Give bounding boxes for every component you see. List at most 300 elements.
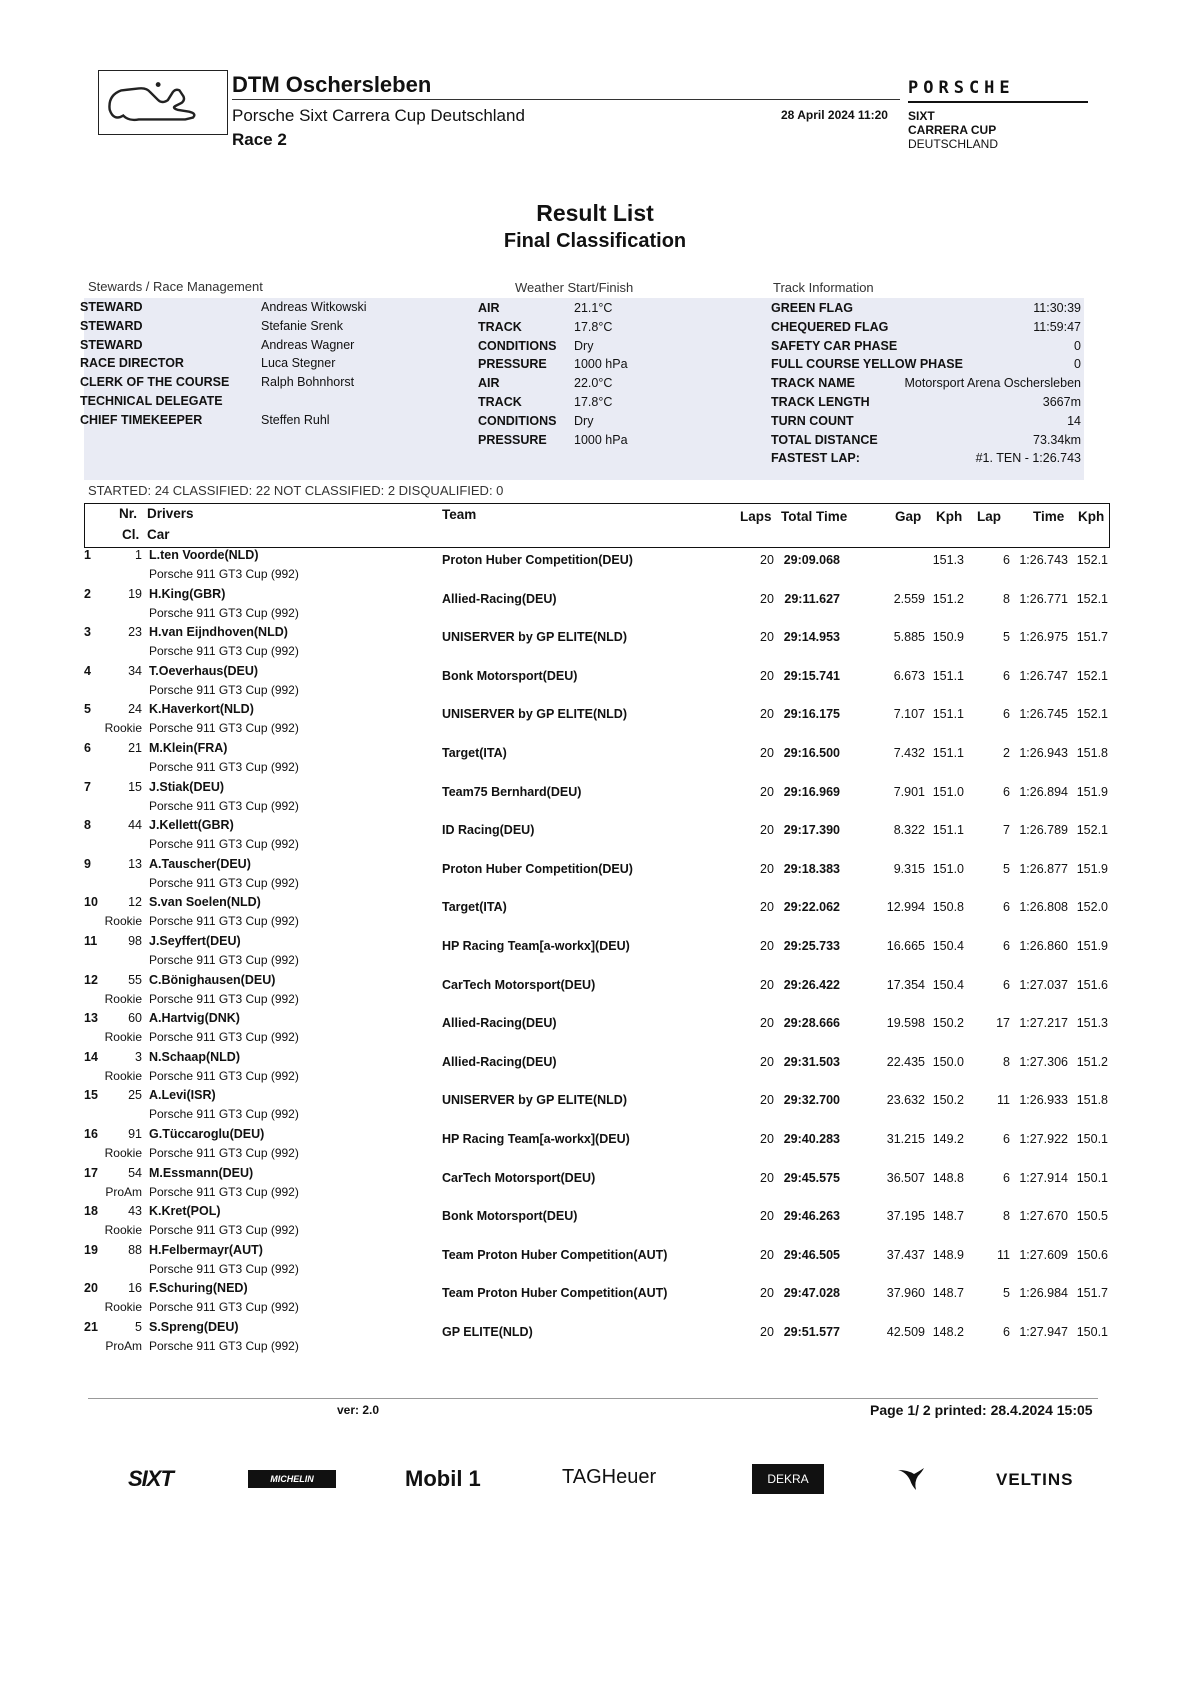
result-team: Team75 Bernhard(DEU) bbox=[442, 784, 582, 799]
steward-name: Andreas Witkowski bbox=[261, 300, 367, 314]
weather-value: 22.0°C bbox=[574, 376, 613, 391]
weather-value: Dry bbox=[574, 338, 594, 353]
result-best-time: 1:26.933 bbox=[1019, 1093, 1068, 1108]
result-car: Porsche 911 GT3 Cup (992) bbox=[149, 1261, 299, 1276]
stewards-heading: Stewards / Race Management bbox=[88, 279, 263, 294]
steward-row bbox=[80, 316, 484, 336]
weather-key: PRESSURE bbox=[478, 357, 547, 372]
header-divider bbox=[232, 99, 900, 100]
result-kph: 151.3 bbox=[932, 553, 964, 567]
result-laps: 20 bbox=[760, 746, 774, 760]
result-driver: M.Essmann(DEU) bbox=[149, 1165, 254, 1180]
result-best-lap: 6 bbox=[1003, 939, 1010, 953]
result-laps: 20 bbox=[760, 784, 774, 799]
result-gap: 37.437 bbox=[886, 1247, 925, 1262]
result-kph: 151.2 bbox=[932, 591, 964, 606]
result-position: 12 bbox=[84, 972, 98, 987]
track-key: CHEQUERED FLAG bbox=[771, 319, 889, 334]
result-class: Rookie bbox=[104, 1068, 142, 1083]
result-laps: 20 bbox=[760, 1247, 774, 1262]
result-car-number: 25 bbox=[128, 1088, 142, 1103]
table-row bbox=[84, 1320, 1110, 1359]
result-best-time: 1:26.789 bbox=[1019, 823, 1068, 838]
result-kph: 150.2 bbox=[932, 1093, 964, 1108]
event-info bbox=[232, 72, 842, 150]
result-best-time: 1:26.984 bbox=[1019, 1286, 1068, 1301]
steward-row bbox=[80, 335, 484, 355]
result-driver: L.ten Voorde(NLD) bbox=[149, 548, 259, 562]
result-kph: 149.2 bbox=[932, 1132, 964, 1146]
result-best-time: 1:27.922 bbox=[1019, 1132, 1068, 1146]
result-kph: 151.1 bbox=[932, 707, 964, 722]
result-best-lap: 17 bbox=[996, 1016, 1010, 1031]
result-car-number: 91 bbox=[128, 1127, 142, 1141]
dekra-logo: DEKRA bbox=[752, 1464, 824, 1494]
result-position: 2 bbox=[84, 586, 91, 601]
result-total-time: 29:28.666 bbox=[783, 1016, 840, 1031]
result-kph: 150.4 bbox=[932, 977, 964, 992]
result-car: Porsche 911 GT3 Cup (992) bbox=[149, 1030, 299, 1045]
result-driver: M.Klein(FRA) bbox=[149, 741, 228, 755]
steward-name: Ralph Bohnhorst bbox=[261, 375, 355, 390]
weather-row bbox=[478, 336, 698, 356]
result-car: Porsche 911 GT3 Cup (992) bbox=[149, 1184, 299, 1199]
result-class: ProAm bbox=[105, 1184, 142, 1199]
result-gap: 7.901 bbox=[893, 784, 925, 799]
weather-row bbox=[478, 317, 698, 337]
result-total-time: 29:14.953 bbox=[783, 630, 840, 645]
track-value: 0 bbox=[1074, 357, 1081, 372]
result-team: CarTech Motorsport(DEU) bbox=[442, 977, 596, 992]
result-kph: 150.8 bbox=[932, 900, 964, 915]
table-row bbox=[84, 1281, 1110, 1320]
header-laps: Laps bbox=[740, 509, 772, 524]
result-total-time: 29:26.422 bbox=[783, 977, 840, 992]
table-row bbox=[84, 895, 1110, 934]
steward-name: Andreas Wagner bbox=[261, 337, 355, 352]
michelin-logo: MICHELIN bbox=[248, 1470, 336, 1488]
header-drivers: Drivers bbox=[147, 506, 194, 521]
table-row bbox=[84, 780, 1110, 819]
sponsor-bar bbox=[0, 1460, 1190, 1500]
result-car: Porsche 911 GT3 Cup (992) bbox=[149, 953, 299, 967]
result-laps: 20 bbox=[760, 1209, 774, 1224]
result-car-number: 13 bbox=[128, 856, 142, 871]
steward-row bbox=[80, 391, 484, 411]
table-row bbox=[84, 973, 1110, 1012]
header-nr: Nr. bbox=[119, 506, 138, 521]
steward-row bbox=[80, 410, 484, 430]
result-position: 1 bbox=[84, 548, 91, 562]
result-team: Target(ITA) bbox=[442, 900, 507, 915]
result-best-time: 1:26.771 bbox=[1019, 591, 1068, 606]
result-car-number: 54 bbox=[128, 1165, 142, 1180]
result-gap: 23.632 bbox=[886, 1093, 925, 1108]
result-car-number: 1 bbox=[135, 548, 142, 562]
header-gap: Gap bbox=[895, 509, 922, 524]
result-gap: 37.195 bbox=[886, 1209, 925, 1224]
table-row bbox=[84, 1050, 1110, 1089]
result-team: Proton Huber Competition(DEU) bbox=[442, 553, 633, 567]
event-title: DTM Oschersleben bbox=[232, 72, 432, 97]
classification-counts: STARTED: 24 CLASSIFIED: 22 NOT CLASSIFIED: 2 DISQUALIFIED: 0 bbox=[88, 483, 504, 498]
header-team: Team bbox=[442, 507, 477, 522]
track-layout-logo bbox=[98, 70, 228, 135]
weather-row bbox=[478, 354, 698, 374]
brand-logo bbox=[908, 78, 1088, 151]
result-best-kph: 152.1 bbox=[1076, 823, 1108, 838]
result-best-lap: 6 bbox=[1003, 900, 1010, 915]
result-team: Allied-Racing(DEU) bbox=[442, 1054, 557, 1069]
result-total-time: 29:22.062 bbox=[783, 900, 840, 915]
result-position: 16 bbox=[84, 1127, 98, 1141]
result-driver: A.Tauscher(DEU) bbox=[149, 856, 251, 871]
result-best-time: 1:26.745 bbox=[1019, 707, 1068, 722]
result-best-kph: 150.5 bbox=[1076, 1209, 1108, 1224]
result-class: Rookie bbox=[104, 1300, 142, 1315]
weather-row bbox=[478, 392, 698, 412]
result-gap: 7.107 bbox=[893, 707, 925, 722]
result-total-time: 29:09.068 bbox=[783, 553, 840, 567]
result-gap: 16.665 bbox=[886, 939, 925, 953]
result-car: Porsche 911 GT3 Cup (992) bbox=[149, 1068, 299, 1083]
result-driver: T.Oeverhaus(DEU) bbox=[149, 663, 259, 678]
result-driver: G.Tüccaroglu(DEU) bbox=[149, 1127, 265, 1141]
result-car-number: 34 bbox=[128, 663, 142, 678]
result-total-time: 29:45.575 bbox=[783, 1170, 840, 1185]
result-best-lap: 8 bbox=[1003, 1054, 1010, 1069]
result-gap: 8.322 bbox=[893, 823, 925, 838]
result-car: Porsche 911 GT3 Cup (992) bbox=[149, 1300, 299, 1315]
porsche-wordmark: PORSCHE bbox=[908, 78, 1015, 98]
table-row bbox=[84, 548, 1110, 587]
result-total-time: 29:17.390 bbox=[783, 823, 840, 838]
table-row bbox=[84, 1088, 1110, 1127]
header-lap: Lap bbox=[977, 509, 1002, 524]
brand-lines bbox=[908, 109, 1088, 151]
result-driver: K.Haverkort(NLD) bbox=[149, 702, 254, 717]
track-value: 0 bbox=[1074, 338, 1081, 353]
result-position: 19 bbox=[84, 1242, 98, 1257]
result-laps: 20 bbox=[760, 900, 774, 915]
track-key: TRACK NAME bbox=[771, 376, 856, 391]
result-best-kph: 152.1 bbox=[1076, 591, 1108, 606]
result-position: 5 bbox=[84, 702, 91, 717]
result-car-number: 88 bbox=[128, 1242, 142, 1257]
result-total-time: 29:32.700 bbox=[783, 1093, 840, 1108]
steward-role: TECHNICAL DELEGATE bbox=[80, 394, 223, 408]
result-team: UNISERVER by GP ELITE(NLD) bbox=[442, 1093, 627, 1108]
result-team: UNISERVER by GP ELITE(NLD) bbox=[442, 707, 627, 722]
result-best-lap: 6 bbox=[1003, 1170, 1010, 1185]
result-driver: C.Bönighausen(DEU) bbox=[149, 972, 276, 987]
result-car-number: 12 bbox=[128, 895, 142, 910]
result-best-kph: 151.9 bbox=[1076, 784, 1108, 799]
brand-divider bbox=[908, 101, 1088, 103]
table-row bbox=[84, 702, 1110, 741]
result-position: 15 bbox=[84, 1088, 98, 1103]
result-car: Porsche 911 GT3 Cup (992) bbox=[149, 1107, 299, 1122]
result-laps: 20 bbox=[760, 939, 774, 953]
result-best-time: 1:27.037 bbox=[1019, 977, 1068, 992]
result-team: Allied-Racing(DEU) bbox=[442, 591, 557, 606]
weather-key: AIR bbox=[478, 376, 500, 391]
result-driver: H.Felbermayr(AUT) bbox=[149, 1242, 263, 1257]
result-laps: 20 bbox=[760, 977, 774, 992]
result-total-time: 29:16.500 bbox=[783, 746, 840, 760]
track-row bbox=[771, 336, 1081, 356]
result-laps: 20 bbox=[760, 591, 774, 606]
track-value: 11:59:47 bbox=[1033, 319, 1081, 334]
steward-row bbox=[80, 353, 484, 373]
result-car-number: 16 bbox=[128, 1281, 142, 1296]
result-laps: 20 bbox=[760, 823, 774, 838]
event-date: 28 April 2024 11:20 bbox=[781, 108, 888, 122]
result-team: CarTech Motorsport(DEU) bbox=[442, 1170, 596, 1185]
brand-line-3: DEUTSCHLAND bbox=[908, 137, 999, 151]
result-gap: 5.885 bbox=[893, 630, 925, 645]
steward-role: STEWARD bbox=[80, 337, 143, 352]
result-driver: J.Kellett(GBR) bbox=[149, 818, 234, 833]
track-key: SAFETY CAR PHASE bbox=[771, 338, 898, 353]
result-position: 14 bbox=[84, 1049, 98, 1064]
track-key: TURN COUNT bbox=[771, 413, 854, 428]
event-series: Porsche Sixt Carrera Cup Deutschland bbox=[232, 106, 525, 125]
header-car: Car bbox=[147, 527, 170, 542]
result-class: ProAm bbox=[105, 1339, 142, 1353]
brand-line-1: SIXT bbox=[908, 109, 935, 123]
result-total-time: 29:25.733 bbox=[783, 939, 840, 953]
track-value: #1. TEN - 1:26.743 bbox=[975, 451, 1081, 466]
result-class: Rookie bbox=[104, 1223, 142, 1238]
result-best-time: 1:26.743 bbox=[1019, 553, 1068, 567]
puma-logo bbox=[896, 1466, 926, 1499]
result-position: 3 bbox=[84, 625, 91, 640]
result-car: Porsche 911 GT3 Cup (992) bbox=[149, 682, 299, 697]
track-value: 3667m bbox=[1042, 395, 1081, 409]
result-best-lap: 6 bbox=[1003, 707, 1010, 722]
result-total-time: 29:51.577 bbox=[783, 1325, 840, 1339]
result-car: Porsche 911 GT3 Cup (992) bbox=[149, 1146, 299, 1160]
result-total-time: 29:47.028 bbox=[783, 1286, 840, 1301]
header-cl: Cl. bbox=[122, 527, 140, 542]
result-best-kph: 152.1 bbox=[1076, 668, 1108, 683]
result-total-time: 29:46.263 bbox=[783, 1209, 840, 1224]
result-laps: 20 bbox=[760, 1093, 774, 1108]
info-panel bbox=[80, 298, 1084, 480]
result-car: Porsche 911 GT3 Cup (992) bbox=[149, 1223, 299, 1238]
result-kph: 151.1 bbox=[932, 746, 964, 760]
result-total-time: 29:16.175 bbox=[783, 707, 840, 722]
result-car-number: 23 bbox=[128, 625, 142, 640]
result-class: Rookie bbox=[104, 1146, 142, 1160]
footer-divider bbox=[88, 1398, 1098, 1399]
result-total-time: 29:15.741 bbox=[783, 668, 840, 683]
result-best-kph: 150.6 bbox=[1076, 1247, 1108, 1262]
result-driver: A.Hartvig(DNK) bbox=[149, 1011, 240, 1026]
table-row bbox=[84, 1011, 1110, 1050]
weather-value: 17.8°C bbox=[574, 319, 613, 334]
sixt-logo: SIXT bbox=[128, 1466, 173, 1491]
result-kph: 150.4 bbox=[932, 939, 964, 953]
result-best-lap: 6 bbox=[1003, 668, 1010, 683]
result-best-lap: 8 bbox=[1003, 591, 1010, 606]
result-laps: 20 bbox=[760, 1132, 774, 1146]
result-laps: 20 bbox=[760, 1016, 774, 1031]
result-position: 7 bbox=[84, 779, 91, 794]
result-best-lap: 6 bbox=[1003, 1132, 1010, 1146]
result-team: Team Proton Huber Competition(AUT) bbox=[442, 1286, 668, 1301]
result-driver: H.van Eijndhoven(NLD) bbox=[149, 625, 288, 640]
weather-row bbox=[478, 411, 698, 431]
weather-row bbox=[478, 430, 698, 450]
weather-key: TRACK bbox=[478, 395, 522, 409]
result-team: HP Racing Team[a-workx](DEU) bbox=[442, 939, 630, 953]
table-row bbox=[84, 625, 1110, 664]
steward-role: CLERK OF THE COURSE bbox=[80, 375, 230, 390]
result-best-kph: 150.1 bbox=[1076, 1170, 1108, 1185]
result-total-time: 29:18.383 bbox=[783, 861, 840, 876]
result-team: Allied-Racing(DEU) bbox=[442, 1016, 557, 1031]
result-car-number: 3 bbox=[135, 1049, 142, 1064]
result-position: 9 bbox=[84, 856, 91, 871]
result-laps: 20 bbox=[760, 553, 774, 567]
result-best-time: 1:27.914 bbox=[1019, 1170, 1068, 1185]
result-gap: 22.435 bbox=[886, 1054, 925, 1069]
result-laps: 20 bbox=[760, 1325, 774, 1339]
result-car-number: 15 bbox=[128, 779, 142, 794]
result-car: Porsche 911 GT3 Cup (992) bbox=[149, 760, 299, 774]
result-car: Porsche 911 GT3 Cup (992) bbox=[149, 837, 299, 852]
result-best-time: 1:26.808 bbox=[1019, 900, 1068, 915]
table-row bbox=[84, 1243, 1110, 1282]
weather-key: PRESSURE bbox=[478, 432, 547, 447]
result-best-lap: 5 bbox=[1003, 1286, 1010, 1301]
result-best-time: 1:26.747 bbox=[1019, 668, 1068, 683]
result-laps: 20 bbox=[760, 630, 774, 645]
result-gap: 36.507 bbox=[886, 1170, 925, 1185]
result-team: Target(ITA) bbox=[442, 746, 507, 760]
result-car: Porsche 911 GT3 Cup (992) bbox=[149, 1339, 299, 1353]
result-driver: N.Schaap(NLD) bbox=[149, 1049, 240, 1064]
result-best-lap: 5 bbox=[1003, 861, 1010, 876]
result-kph: 150.9 bbox=[932, 630, 964, 645]
result-best-time: 1:26.860 bbox=[1019, 939, 1068, 953]
track-key: FASTEST LAP: bbox=[771, 451, 860, 466]
result-car: Porsche 911 GT3 Cup (992) bbox=[149, 567, 299, 581]
result-best-kph: 150.1 bbox=[1076, 1132, 1108, 1146]
result-gap: 37.960 bbox=[886, 1286, 925, 1301]
result-car-number: 43 bbox=[128, 1204, 142, 1219]
result-total-time: 29:11.627 bbox=[784, 591, 840, 606]
table-row bbox=[84, 587, 1110, 626]
header-kph: Kph bbox=[936, 509, 963, 524]
result-driver: A.Levi(ISR) bbox=[149, 1088, 216, 1103]
track-row bbox=[771, 298, 1081, 318]
result-gap: 17.354 bbox=[886, 977, 925, 992]
event-race: Race 2 bbox=[232, 130, 287, 149]
track-map-icon bbox=[99, 71, 227, 134]
steward-role: CHIEF TIMEKEEPER bbox=[80, 412, 203, 427]
result-class: Rookie bbox=[104, 914, 142, 929]
track-value: 14 bbox=[1067, 413, 1081, 428]
result-best-lap: 6 bbox=[1003, 553, 1010, 567]
result-position: 8 bbox=[84, 818, 91, 833]
result-kph: 151.0 bbox=[932, 784, 964, 799]
track-row bbox=[771, 392, 1081, 412]
result-team: Proton Huber Competition(DEU) bbox=[442, 861, 633, 876]
result-best-kph: 151.9 bbox=[1076, 861, 1108, 876]
result-best-kph: 151.3 bbox=[1076, 1016, 1108, 1031]
result-best-time: 1:27.947 bbox=[1019, 1325, 1068, 1339]
result-team: HP Racing Team[a-workx](DEU) bbox=[442, 1132, 630, 1146]
result-gap: 9.315 bbox=[893, 861, 925, 876]
track-row bbox=[771, 317, 1081, 337]
result-best-time: 1:26.975 bbox=[1019, 630, 1068, 645]
result-position: 4 bbox=[84, 663, 91, 678]
result-best-time: 1:27.306 bbox=[1019, 1054, 1068, 1069]
result-car: Porsche 911 GT3 Cup (992) bbox=[149, 605, 299, 620]
header-best-kph: Kph bbox=[1078, 509, 1105, 524]
footer-version: ver: 2.0 bbox=[337, 1403, 380, 1417]
result-position: 20 bbox=[84, 1281, 98, 1296]
result-kph: 151.1 bbox=[932, 823, 964, 838]
result-laps: 20 bbox=[760, 668, 774, 683]
result-car: Porsche 911 GT3 Cup (992) bbox=[149, 914, 299, 929]
veltins-logo: VELTINS bbox=[996, 1470, 1074, 1489]
result-position: 11 bbox=[84, 934, 98, 948]
result-best-time: 1:26.877 bbox=[1019, 861, 1068, 876]
result-team: Team Proton Huber Competition(AUT) bbox=[442, 1247, 668, 1262]
track-row bbox=[771, 448, 1081, 468]
track-row bbox=[771, 430, 1081, 450]
result-car: Porsche 911 GT3 Cup (992) bbox=[149, 875, 299, 890]
result-best-lap: 5 bbox=[1003, 630, 1010, 645]
table-row bbox=[84, 934, 1110, 973]
result-position: 13 bbox=[84, 1011, 98, 1026]
weather-key: CONDITIONS bbox=[478, 338, 557, 353]
result-laps: 20 bbox=[760, 1054, 774, 1069]
report-header bbox=[98, 70, 1088, 150]
mobil-logo: Mobil 1 bbox=[405, 1466, 481, 1491]
result-gap: 7.432 bbox=[893, 746, 925, 760]
result-best-time: 1:27.609 bbox=[1019, 1247, 1068, 1262]
result-gap: 2.559 bbox=[893, 591, 925, 606]
weather-row bbox=[478, 373, 698, 393]
result-best-kph: 151.7 bbox=[1076, 630, 1108, 645]
table-row bbox=[84, 1204, 1110, 1243]
result-class: Rookie bbox=[104, 1030, 142, 1045]
result-gap: 31.215 bbox=[886, 1132, 925, 1146]
result-kph: 151.0 bbox=[932, 861, 964, 876]
result-best-kph: 151.7 bbox=[1076, 1286, 1108, 1301]
result-kph: 148.7 bbox=[932, 1209, 964, 1224]
result-kph: 148.2 bbox=[932, 1325, 964, 1339]
header-best-time: Time bbox=[1033, 509, 1065, 524]
result-team: UNISERVER by GP ELITE(NLD) bbox=[442, 630, 627, 645]
result-kph: 150.0 bbox=[932, 1054, 964, 1069]
track-value: Motorsport Arena Oschersleben bbox=[904, 376, 1081, 391]
footer-page-info: Page 1/ 2 printed: 28.4.2024 15:05 bbox=[870, 1402, 1093, 1418]
result-car-number: 55 bbox=[128, 972, 142, 987]
result-best-kph: 152.0 bbox=[1076, 900, 1108, 915]
result-team: GP ELITE(NLD) bbox=[442, 1325, 533, 1339]
table-row bbox=[84, 664, 1110, 703]
track-key: TOTAL DISTANCE bbox=[771, 432, 878, 447]
result-best-lap: 11 bbox=[997, 1247, 1010, 1262]
result-car-number: 21 bbox=[128, 741, 142, 755]
result-best-kph: 151.8 bbox=[1076, 746, 1108, 760]
